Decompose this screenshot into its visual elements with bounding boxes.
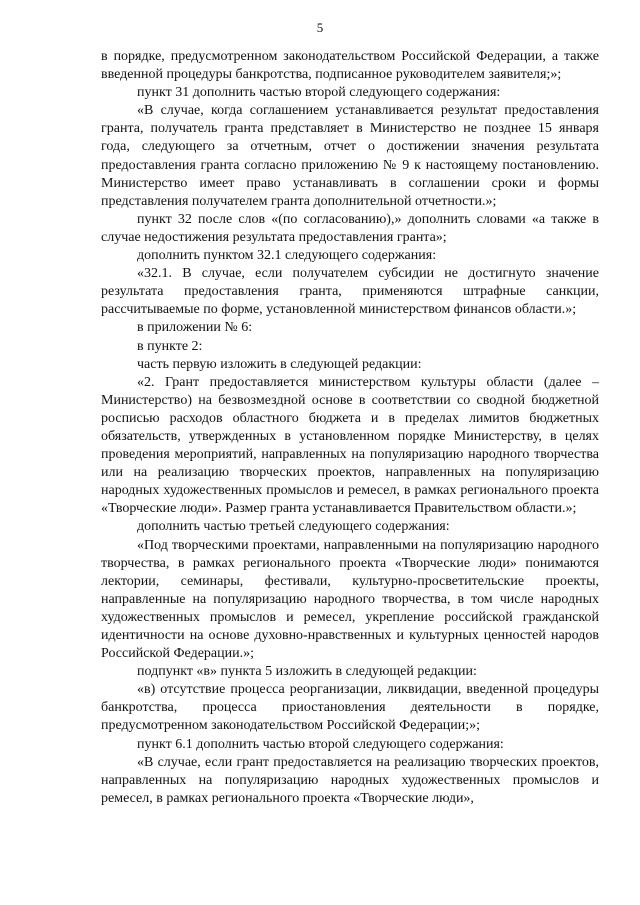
paragraph-quote-creative-projects: «Под творческими проектами, направленными на популяризацию народного творчества, в рамках регионального проекта «Творческие люди» понимаются лектории, семинары, фестивали, культурно-просветительские проекты, направленные на популяризацию народного творчества, в том числе народных художественных промыслов и ремесел, укрепление российской гражданской идентичности на основе духовно-нравственных и культурных ценностей народов Российской Федерации.»;	[101, 537, 599, 662]
paragraph-quote-report: «В случае, когда соглашением устанавливается результат предоставления гранта, получатель гранта представляет в Министерство не позднее 15 января года, следующего за отчетным, отчет о достижении значения результата предоставления гранта согласно приложению № 9 к настоящему постановлению. Министерство имеет право устанавливать в соглашении сроки и формы представления получателем гранта дополнительной отчетности.»;	[101, 103, 599, 209]
paragraph-first-part: часть первую изложить в следующей редакции:	[137, 356, 422, 372]
paragraph-appendix-6: в приложении № 6:	[137, 320, 253, 336]
paragraph-item-2: в пункте 2:	[137, 338, 203, 354]
paragraph-item-32: пункт 32 после слов «(по согласованию),» дополнить словами «а также в случае недостижения результата предоставления гранта»;	[101, 211, 599, 245]
paragraph-quote-grant: «2. Грант предоставляется министерством культуры области (далее – Министерство) на безвозмездной основе в соответствии со сводной бюджетной росписью расходов областного бюджета и в пределах лимитов бюджетных обязательств, утвержденных в установленном порядке Министерству, в целях проведения мероприятий, направленных на популяризацию народного творчества или на реализацию творческих проектов, направленных на популяризацию народных художественных промыслов и ремесел, в рамках регионального проекта «Творческие люди». Размер гранта устанавливается Правительством области.»;	[101, 374, 599, 517]
document-body	[101, 48, 599, 808]
paragraph-item-31: пункт 31 дополнить частью второй следующего содержания:	[137, 85, 501, 101]
paragraph-subitem-v: подпункт «в» пункта 5 изложить в следующей редакции:	[137, 664, 477, 680]
paragraph-quote-32-1: «32.1. В случае, если получателем субсидии не достигнуто значение результата предоставления гранта, применяются штрафные санкции, рассчитываемые по форме, установленной министерством финансов области.»;	[101, 266, 599, 318]
paragraph-quote-6-1: «В случае, если грант предоставляется на реализацию творческих проектов, направленных на популяризацию народных художественных промыслов и ремесел, в рамках регионального проекта «Творческие люди»,	[101, 754, 599, 806]
paragraph-continuation: в порядке, предусмотренном законодательством Российской Федерации, а также введенной процедуры банкротства, подписанное руководителем заявителя;»;	[101, 49, 599, 83]
paragraph-add-third-part: дополнить частью третьей следующего содержания:	[137, 519, 450, 535]
paragraph-quote-subitem-v: «в) отсутствие процесса реорганизации, ликвидации, введенной процедуры банкротства, процесса приостановления деятельности в порядке, предусмотренном законодательством Российской Федерации;»;	[101, 682, 599, 734]
paragraph-add-32-1: дополнить пунктом 32.1 следующего содержания:	[137, 248, 437, 264]
page-number: 5	[316, 20, 324, 35]
paragraph-item-6-1: пункт 6.1 дополнить частью второй следующего содержания:	[137, 736, 504, 752]
